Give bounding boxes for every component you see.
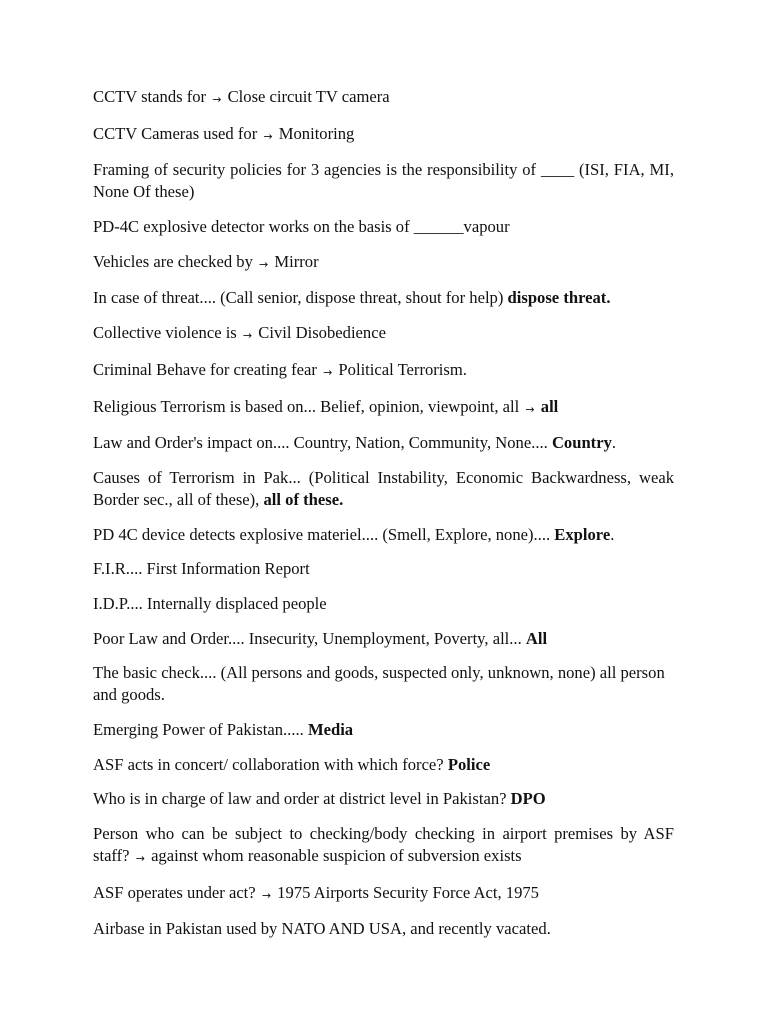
paragraph-11: [93, 467, 674, 511]
paragraph-8: [93, 359, 674, 383]
arrow-right-icon: →: [242, 329, 253, 343]
paragraph-19: [93, 788, 674, 810]
paragraph-text: .: [611, 433, 617, 453]
paragraph-18: [93, 754, 674, 776]
paragraph-20: [93, 823, 674, 869]
paragraph-text: I.D.P.... Internally displaced people: [93, 593, 327, 613]
paragraph-text: Vehicles are checked by: [93, 251, 258, 271]
arrow-right-icon: →: [212, 93, 222, 106]
paragraph-7: [93, 322, 674, 346]
paragraph-2: [93, 123, 674, 147]
paragraph-text: .: [610, 524, 615, 544]
arrow-right-icon: →: [261, 888, 272, 902]
paragraph-text: F.I.R.... First Information Report: [93, 559, 310, 579]
bold-answer-text: DPO: [510, 789, 546, 809]
paragraph-text: In case of threat.... (Call senior, dispose threat, shout for help): [93, 288, 508, 308]
bold-answer-text: all: [540, 396, 559, 416]
paragraph-text: Who is in charge of law and order at district level in Pakistan?: [93, 789, 511, 809]
paragraph-text: PD-4C explosive detector works on the basis of ______vapour: [93, 217, 510, 237]
bold-answer-text: Police: [447, 754, 491, 774]
paragraph-text: Person who can be subject to checking/body checking in airport premises by ASF staff?: [93, 824, 674, 866]
paragraph-21: [93, 882, 674, 906]
paragraph-text: ASF operates under act?: [93, 882, 260, 902]
paragraph-text: 1975 Airports Security Force Act, 1975: [273, 882, 539, 902]
paragraph-13: [93, 558, 674, 580]
paragraph-text: Causes of Terrorism in Pak... (Political Instability, Economic Backwardness, weak Border sec., all of these),: [93, 467, 674, 509]
paragraph-5: [93, 251, 674, 275]
paragraph-text: Airbase in Pakistan used by NATO AND USA, and recently vacated.: [93, 919, 551, 939]
paragraph-text: The basic check.... (All persons and goods, suspected only, unknown, none) all person and goods.: [93, 663, 665, 705]
paragraph-15: [93, 628, 674, 650]
paragraph-text: Collective violence is: [93, 323, 241, 343]
arrow-right-icon: →: [323, 365, 333, 379]
paragraph-text: ASF acts in concert/ collaboration with which force?: [93, 754, 448, 774]
paragraph-text: CCTV stands for: [93, 87, 211, 106]
paragraph-text: Close circuit TV camera: [223, 87, 390, 106]
paragraph-10: [93, 432, 674, 454]
paragraph-text: against whom reasonable suspicion of subversion exists: [146, 846, 522, 866]
paragraph-text: Emerging Power of Pakistan.....: [93, 720, 308, 739]
paragraph-9: [93, 396, 674, 420]
paragraph-text: Religious Terrorism is based on... Belief, opinion, viewpoint, all: [93, 396, 524, 416]
paragraph-6: [93, 287, 674, 309]
paragraph-text: Poor Law and Order.... Insecurity, Unemployment, Poverty, all...: [93, 628, 526, 648]
bold-answer-text: Country: [551, 433, 612, 453]
arrow-right-icon: →: [263, 129, 273, 143]
paragraph-text: Framing of security policies for 3 agencies is the responsibility of ____ (ISI, FIA, MI, None Of these): [93, 160, 674, 202]
arrow-right-icon: →: [259, 257, 269, 271]
paragraph-text: Mirror: [270, 251, 319, 271]
arrow-right-icon: →: [135, 852, 145, 866]
paragraph-text: Civil Disobedience: [254, 323, 386, 343]
paragraph-3: [93, 159, 674, 203]
paragraph-text: CCTV Cameras used for: [93, 123, 262, 143]
bold-answer-text: Media: [307, 720, 354, 739]
document-page: [93, 86, 674, 953]
paragraph-text: Political Terrorism.: [334, 359, 467, 379]
paragraph-14: [93, 593, 674, 615]
bold-answer-text: all of these.: [263, 489, 344, 509]
paragraph-text: PD 4C device detects explosive materiel.... (Smell, Explore, none)....: [93, 524, 555, 544]
paragraph-12: [93, 524, 674, 546]
paragraph-22: [93, 918, 674, 940]
paragraph-1: [93, 86, 674, 110]
paragraph-16: [93, 662, 674, 706]
paragraph-4: [93, 216, 674, 238]
bold-answer-text: Explore: [554, 524, 611, 544]
bold-answer-text: dispose threat.: [507, 288, 611, 308]
paragraph-text: Monitoring: [274, 123, 355, 143]
paragraph-17: [93, 719, 674, 741]
arrow-right-icon: →: [525, 402, 535, 416]
paragraph-text: Law and Order's impact on.... Country, Nation, Community, None....: [93, 433, 552, 453]
bold-answer-text: All: [525, 628, 548, 648]
paragraph-text: Criminal Behave for creating fear: [93, 359, 322, 379]
